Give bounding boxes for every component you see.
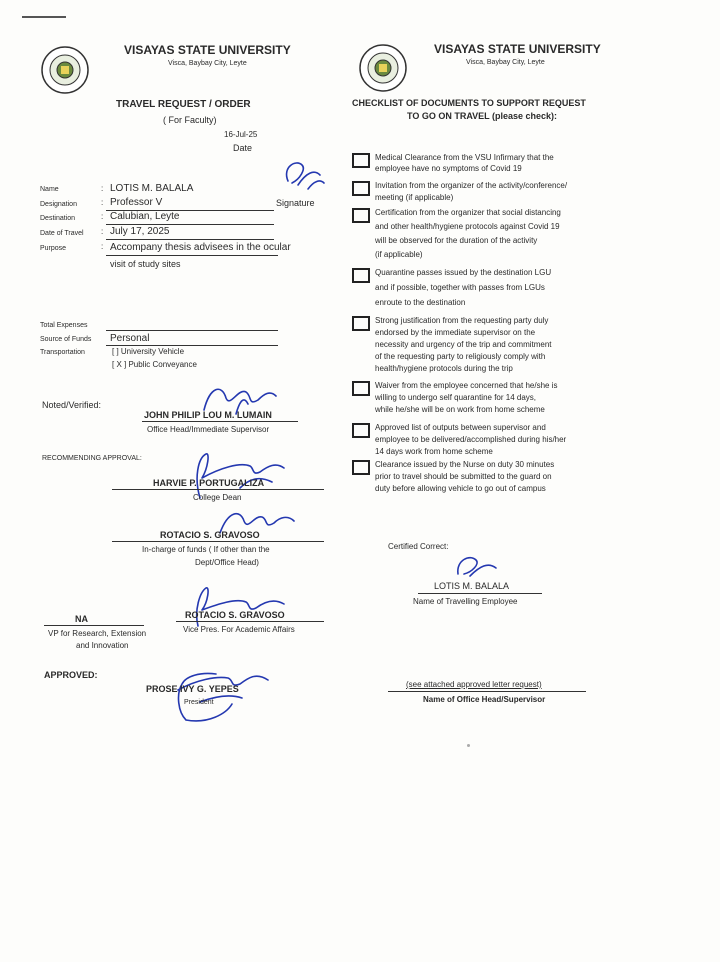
funds-title-2: Dept/Office Head) xyxy=(195,558,259,567)
vpaa-underline xyxy=(176,621,324,622)
certified-label: Certified Correct: xyxy=(388,542,449,551)
noted-underline xyxy=(142,421,298,422)
checklist-item-text: Certification from the organizer that social distancing xyxy=(375,208,561,217)
funds-underline xyxy=(112,541,324,542)
noted-name: JOHN PHILIP LOU M. LUMAIN xyxy=(144,410,272,420)
checklist-item-text: employee to be delivered/accomplished during his/her xyxy=(375,435,567,444)
checklist-item-text: Invitation from the organizer of the activity/conference/ xyxy=(375,181,568,190)
right-university-name: VISAYAS STATE UNIVERSITY xyxy=(434,42,601,56)
checklist-item-text: Strong justification from the requesting party duly xyxy=(375,316,549,325)
checklist-item-text: health/hygiene protocols during the trip xyxy=(375,364,513,373)
checklist-checkbox[interactable] xyxy=(352,316,370,331)
form-title: TRAVEL REQUEST / ORDER xyxy=(116,99,251,110)
funds-title-1: In-charge of funds ( If other than the xyxy=(142,545,270,554)
approved-label: APPROVED: xyxy=(44,670,98,680)
name-label: Name xyxy=(40,186,59,193)
dean-title: College Dean xyxy=(193,493,242,502)
colon: : xyxy=(101,198,104,207)
vp-research-na: NA xyxy=(75,614,88,624)
request-date-value: 16-Jul-25 xyxy=(224,130,258,139)
date-travel-label: Date of Travel xyxy=(40,230,84,237)
checklist-item-text: while he/she will be on work from home scheme xyxy=(375,405,545,414)
dot-mark xyxy=(467,744,470,747)
checklist-item-text: will be observed for the duration of the activity xyxy=(375,236,538,245)
date-travel-underline xyxy=(106,239,274,240)
colon: : xyxy=(101,242,104,251)
checklist-checkbox[interactable] xyxy=(352,381,370,396)
vpaa-signature xyxy=(184,582,294,630)
applicant-signature xyxy=(280,155,328,197)
destination-underline xyxy=(106,224,274,225)
vp-research-title-2: and Innovation xyxy=(76,641,129,650)
checklist-checkbox[interactable] xyxy=(352,423,370,438)
colon: : xyxy=(101,212,104,221)
checklist-item-text: Medical Clearance from the VSU Infirmary that the xyxy=(375,153,554,162)
colon: : xyxy=(101,184,104,193)
signature-label: Signature xyxy=(276,198,315,208)
office-head-underline xyxy=(388,691,586,692)
designation-label: Designation xyxy=(40,201,77,208)
form-subtitle: ( For Faculty) xyxy=(163,115,217,125)
checklist-item-text: employee have no symptoms of Covid 19 xyxy=(375,164,522,173)
vp-research-underline xyxy=(44,625,144,626)
employee-underline xyxy=(418,593,542,594)
source-funds-label: Source of Funds xyxy=(40,336,92,343)
checklist-item-text: endorsed by the immediate supervisor on the xyxy=(375,328,536,337)
purpose-line-1: Accompany thesis advisees in the ocular xyxy=(110,242,291,253)
checklist-item-text: and other health/hygiene protocols against Covid 19 xyxy=(375,222,560,231)
transport-option-public: [ X ] Public Conveyance xyxy=(112,360,197,369)
checklist-checkbox[interactable] xyxy=(352,153,370,168)
university-seal-icon xyxy=(358,43,408,93)
checklist-checkbox[interactable] xyxy=(352,208,370,223)
dean-underline xyxy=(112,489,324,490)
checklist-item-text: meeting (if applicable) xyxy=(375,193,454,202)
checklist-title-1: CHECKLIST OF DOCUMENTS TO SUPPORT REQUEST xyxy=(352,98,586,108)
left-university-address: Visca, Baybay City, Leyte xyxy=(168,60,247,67)
employee-signature xyxy=(452,550,500,582)
request-date-label: Date xyxy=(233,143,253,153)
employee-title: Name of Travelling Employee xyxy=(413,597,518,606)
vp-research-title-1: VP for Research, Extension xyxy=(48,629,147,638)
university-seal-icon xyxy=(40,45,90,95)
transport-option-university: [ ] University Vehicle xyxy=(112,347,185,356)
recommending-label: RECOMMENDING APPROVAL: xyxy=(42,455,142,462)
checklist-item-text: Waiver from the employee concerned that he/she is xyxy=(375,381,558,390)
checklist-item-text: willing to undergo self quarantine for 14 days, xyxy=(375,393,536,402)
purpose-underline xyxy=(106,255,278,256)
destination-value: Calubian, Leyte xyxy=(110,211,180,222)
checklist-checkbox[interactable] xyxy=(352,460,370,475)
source-funds-value: Personal xyxy=(110,333,150,344)
header-mark xyxy=(22,16,66,18)
checklist-item-text: duty before allowing vehicle to go out of campus xyxy=(375,484,546,493)
destination-label: Destination xyxy=(40,215,76,222)
vpaa-name: ROTACIO S. GRAVOSO xyxy=(185,610,285,620)
funds-name: ROTACIO S. GRAVOSO xyxy=(160,530,260,540)
left-university-name: VISAYAS STATE UNIVERSITY xyxy=(124,43,291,57)
vpaa-title: Vice Pres. For Academic Affairs xyxy=(183,625,295,634)
noted-title: Office Head/Immediate Supervisor xyxy=(147,425,270,434)
employee-name: LOTIS M. BALALA xyxy=(434,581,510,591)
transportation-label: Transportation xyxy=(40,349,85,356)
president-name: PROSE IVY G. YEPES xyxy=(146,684,239,694)
designation-value: Professor V xyxy=(110,197,163,208)
checklist-item-text: of the requesting party to religiously comply with xyxy=(375,352,546,361)
right-university-address: Visca, Baybay City, Leyte xyxy=(466,59,545,66)
checklist-item-text: prior to travel should be submitted to the guard on xyxy=(375,472,552,481)
checklist-item-text: Clearance issued by the Nurse on duty 30 minutes xyxy=(375,460,555,469)
purpose-label: Purpose xyxy=(40,245,67,252)
checklist-item-text: Quarantine passes issued by the destination LGU xyxy=(375,268,552,277)
name-value: LOTIS M. BALALA xyxy=(110,183,194,194)
office-head-title: Name of Office Head/Supervisor xyxy=(423,695,546,704)
colon: : xyxy=(101,227,104,236)
attached-note: (see attached approved letter request) xyxy=(406,680,542,689)
checklist-checkbox[interactable] xyxy=(352,268,370,283)
checklist-item-text: Approved list of outputs between supervisor and xyxy=(375,423,546,432)
total-expenses-underline xyxy=(106,330,278,331)
purpose-line-2: visit of study sites xyxy=(110,259,181,269)
checklist-item-text: and if possible, together with passes from LGUs xyxy=(375,283,545,292)
checklist-item-text: enroute to the destination xyxy=(375,298,466,307)
checklist-item-text: 14 days work from home scheme xyxy=(375,447,493,456)
checklist-checkbox[interactable] xyxy=(352,181,370,196)
checklist-item-text: necessity and urgency of the trip and commitment xyxy=(375,340,552,349)
president-title: President xyxy=(184,699,214,706)
date-travel-value: July 17, 2025 xyxy=(110,226,170,237)
source-funds-underline xyxy=(106,345,278,346)
checklist-item-text: (if applicable) xyxy=(375,250,423,259)
noted-label: Noted/Verified: xyxy=(42,400,102,410)
dean-name: HARVIE P. PORTUGALIZA xyxy=(153,478,265,488)
total-expenses-label: Total Expenses xyxy=(40,322,88,329)
checklist-title-2: TO GO ON TRAVEL (please check): xyxy=(407,111,558,121)
